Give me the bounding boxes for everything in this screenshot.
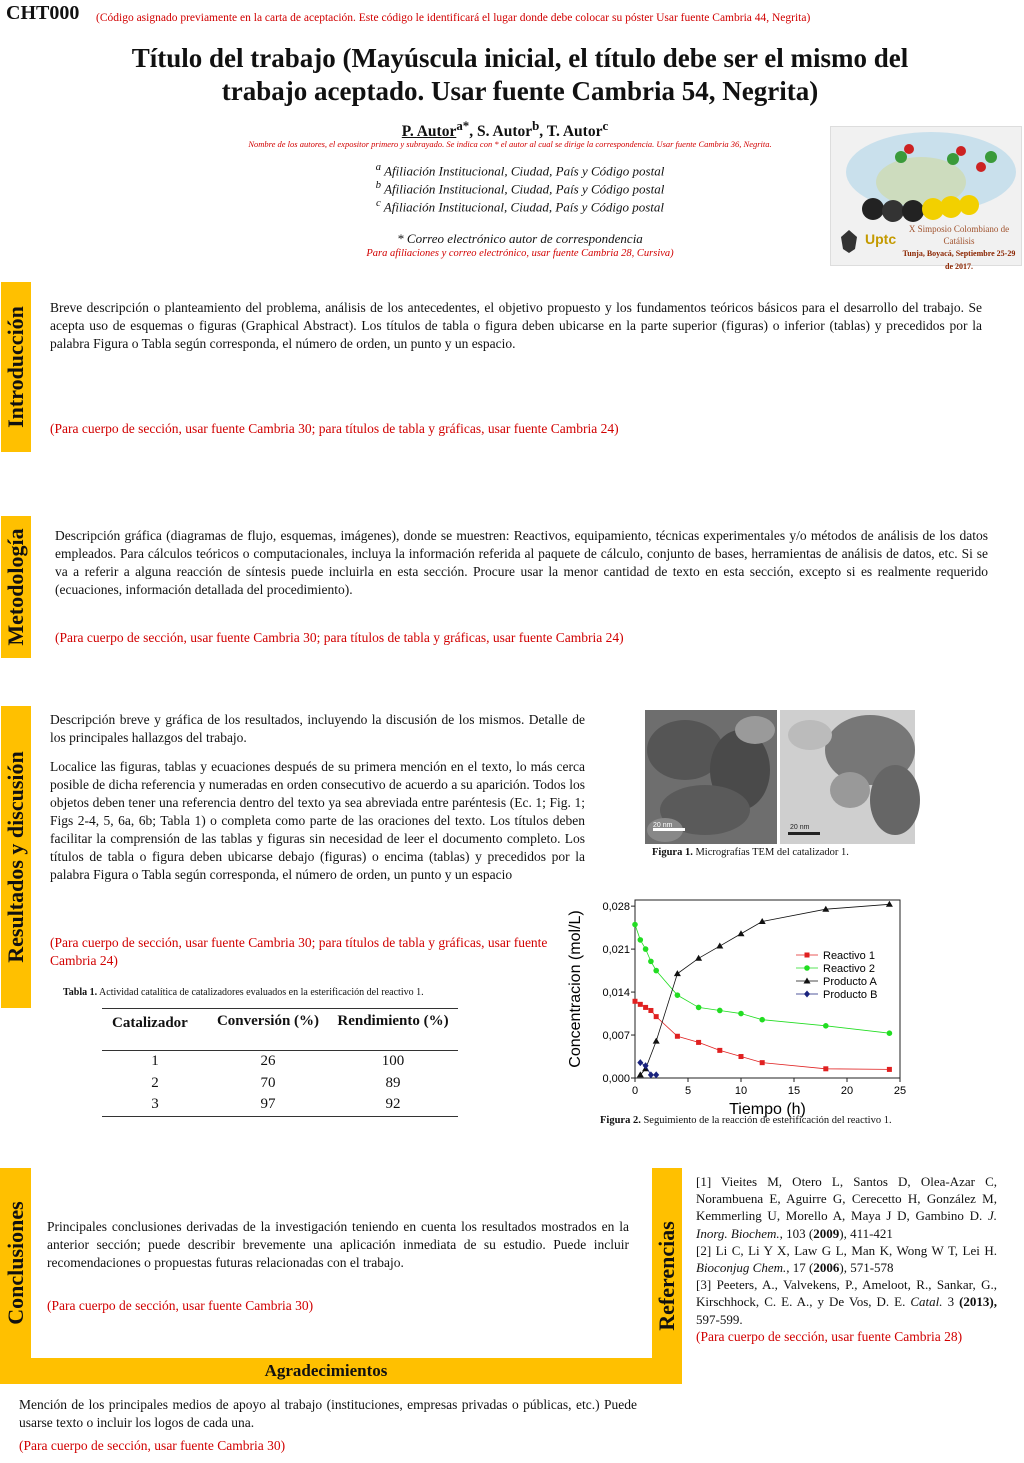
eagle-crest-icon xyxy=(835,227,863,255)
acknowledgements-heading: Agradecimientos xyxy=(0,1358,652,1384)
data-point xyxy=(887,1030,893,1036)
data-point xyxy=(886,901,893,907)
methods-note: (Para cuerpo de sección, usar fuente Cambria 30; para títulos de tabla y gráficas, usar fuente Cambria 24) xyxy=(55,630,624,645)
data-point xyxy=(653,968,659,974)
data-point xyxy=(759,1017,765,1023)
author-3: , T. Autor xyxy=(539,123,603,141)
author-2: , S. Autor xyxy=(469,123,533,141)
data-point xyxy=(675,1034,680,1039)
uptc-logo: Uptc xyxy=(865,231,897,247)
poster-code: CHT000 xyxy=(6,2,80,24)
conclusions-note: (Para cuerpo de sección, usar fuente Cambria 30) xyxy=(47,1298,314,1313)
scale-bar-2: 20 nm xyxy=(790,824,810,831)
data-point xyxy=(675,992,681,998)
references-note: (Para cuerpo de sección, usar fuente Cambria 28) xyxy=(696,1328,963,1344)
table-header-row xyxy=(102,1009,458,1033)
y-tick-label: 0,014 xyxy=(602,987,630,1000)
data-point xyxy=(717,1048,722,1053)
presenting-author: P. Autor xyxy=(401,123,457,141)
intro-bar xyxy=(1,282,31,452)
data-point xyxy=(637,1059,643,1066)
th-rendimiento: Rendimiento (%) xyxy=(337,1013,449,1029)
y-axis-label: Concentracion (mol/L) xyxy=(567,910,584,1068)
data-point xyxy=(738,1011,744,1017)
methods-heading: Metodología xyxy=(3,528,28,646)
data-point xyxy=(648,1071,654,1078)
data-point xyxy=(633,999,638,1004)
data-point xyxy=(887,1067,892,1072)
conclusions-heading: Conclusiones xyxy=(2,1201,28,1325)
y-tick-label: 0,007 xyxy=(602,1030,630,1043)
references-bar xyxy=(652,1168,682,1384)
symposium-date: Tunja, Boyacá, Septiembre 25-29 de 2017. xyxy=(902,249,1016,271)
intro-note: (Para cuerpo de sección, usar fuente Cambria 30; para títulos de tabla y gráficas, usar fuente Cambria 24) xyxy=(50,421,619,436)
figure-2-caption: Figura 2. Seguimiento de la reacción de esterificación del reactivo 1. xyxy=(600,1115,892,1126)
data-point xyxy=(632,922,638,928)
correspondence-email: * Correo electrónico autor de correspondencia xyxy=(397,231,643,246)
author-note: Nombre de los autores, el expositor primero y subrayado. Se indica con * el autor al cual se dirige la correspondencia. Usar fuente Cambria 36, Negrita. xyxy=(248,139,772,149)
table-row: 2 70 89 xyxy=(151,1074,401,1091)
results-heading: Resultados y discusión xyxy=(3,751,28,963)
data-point xyxy=(653,1038,660,1044)
x-axis-label: Tiempo (h) xyxy=(729,1101,806,1118)
x-tick-label: 15 xyxy=(787,1085,801,1097)
figure-1-caption: Figura 1. Micrografías TEM del catalizador 1. xyxy=(652,847,849,858)
data-point xyxy=(648,959,654,965)
acknowledgements-note: (Para cuerpo de sección, usar fuente Cambria 30) xyxy=(19,1438,286,1453)
poster-code-note: (Código asignado previamente en la carta de aceptación. Este código le identificará el lugar donde debe colocar su póster Usar fuente Cambria 44, Negrita) xyxy=(96,12,811,24)
results-p1: Descripción breve y gráfica de los resultados, incluyendo la discusión de los mismos. Detalle de los principales hallazgos del trabajo. xyxy=(50,712,585,745)
references-list xyxy=(696,1173,997,1345)
legend-label: Producto B xyxy=(823,989,878,1001)
intro-heading: Introducción xyxy=(3,306,28,428)
catalysts-table xyxy=(102,1008,458,1117)
data-point xyxy=(804,965,810,971)
x-tick-label: 10 xyxy=(734,1085,748,1097)
data-point xyxy=(760,1060,765,1065)
methods-body: Descripción gráfica (diagramas de flujo, esquemas, imágenes), donde se muestren: Reactivos, equipamiento, técnicas experimentales y/o métodos de análisis de los datos empleados. Para cálculos teóricos o computacionales, incluya la información referida al paquete de cálculo, conjunto de bases, herramientas de análisis de datos, etc. Si se va a referir a alguna reacción de síntesis puede incluirla en esta sección. Procure usar la menor cantidad de texto en esta sección, excepto si es realmente requerido (ecuaciones, información detallada del procedimiento). xyxy=(55,528,988,597)
conclusions-bar xyxy=(0,1168,31,1358)
data-point xyxy=(643,946,649,952)
results-bar xyxy=(1,706,31,1008)
molecule-graphic xyxy=(831,127,1023,227)
data-point xyxy=(738,930,745,936)
tem-micrograph-2 xyxy=(780,710,915,844)
x-tick-label: 20 xyxy=(840,1085,854,1097)
poster-title: Título del trabajo (Mayúscula inicial, el título debe ser el mismo del trabajo aceptado. Usar fuente Cambria 54, Negrita) xyxy=(131,43,909,106)
methods-bar xyxy=(1,516,31,658)
series-line xyxy=(635,1001,889,1069)
reference-2: [2] Li C, Li Y X, Law G L, Man K, Wong W T, Lei H. Bioconjug Chem., 17 (2006), 571-578 xyxy=(696,1242,997,1276)
scale-bar-1: 20 nm xyxy=(653,822,673,829)
data-point xyxy=(643,1005,648,1010)
authors xyxy=(180,118,830,141)
symposium-logo xyxy=(830,126,1022,271)
data-point xyxy=(739,1054,744,1059)
author-sup: a* xyxy=(456,118,470,133)
legend-label: Reactivo 2 xyxy=(823,963,875,975)
affiliation-c: $^c$ Afiliación Institucional, Ciudad, País y Código postal xyxy=(375,197,665,215)
data-point xyxy=(674,970,681,976)
results-p2: Localice las figuras, tablas y ecuaciones después de su primera mención en el texto, lo más cerca posible de dicha referencia y numeradas en orden consecutivo de acuerdo a su aparición. Todos los objetos deben tener una referencia dentro del texto ya sea abreviada entre paréntesis (Ec. 1; Fig. 1; Figs 2-4, 5, 6a, 6b; Tabla 1) o completa como parte de las oraciones del texto. Los títulos deben facilitar la comprensión de las tablas y figuras sin necesidad de leer el documento completo. Los títulos de tabla o figura deben ubicarse debajo (figuras) o encima (tablas) y precedidos por la palabra Figura o Tabla según corresponda, el número de orden, un punto y un espacio xyxy=(50,759,585,882)
x-tick-label: 25 xyxy=(893,1085,907,1097)
data-point xyxy=(696,1005,702,1011)
table-row: 3 97 92 xyxy=(102,1094,458,1116)
th-conversion: Conversión (%) xyxy=(216,1013,320,1029)
references-heading: Referencias xyxy=(654,1221,679,1331)
legend-label: Reactivo 1 xyxy=(823,950,875,962)
x-tick-label: 5 xyxy=(684,1085,692,1097)
th-catalizador: Catalizador xyxy=(112,1015,188,1031)
results-note: (Para cuerpo de sección, usar fuente Cambria 30; para títulos de tabla y gráficas, usar fuente Cambria 24) xyxy=(50,935,548,968)
email-note: Para afiliaciones y correo electrónico, usar fuente Cambria 28, Cursiva) xyxy=(366,248,674,259)
data-point xyxy=(805,953,810,958)
table-caption: Tabla 1. Actividad catalítica de catalizadores evaluados en la esterificación del reactivo 1. xyxy=(63,987,424,998)
author-sup: b xyxy=(532,118,540,133)
reference-1: [1] Vieites M, Otero L, Santos D, Olea-Azar C, Norambuena E, Aguirre G, Cerecetto H, González M, Kemmerling U, Morello A, Maya J D, Gambino D. J. Inorg. Biochem., 103 (2009), 411-421 xyxy=(696,1174,997,1241)
concentration-chart xyxy=(567,890,920,1120)
data-point xyxy=(823,1023,829,1029)
symposium-name: X Simposio Colombiano de Catálisis Tunja, Boyacá, Septiembre 25-29 de 2017. xyxy=(902,224,1016,271)
data-point xyxy=(638,1002,643,1007)
x-tick-label: 0 xyxy=(631,1085,639,1097)
data-point xyxy=(648,1008,653,1013)
affiliation-a: $^a$ Afiliación Institucional, Ciudad, País y Código postal xyxy=(375,161,665,179)
y-tick-label: 0,021 xyxy=(602,944,630,957)
reference-3: [3] Peeters, A., Valvekens, P., Ameloot, R., Sankar, G., Kirschhock, C. E. A., y De Vos, D. E. Catal. 3 (2013), 597-599. xyxy=(696,1277,997,1327)
y-tick-label: 0,028 xyxy=(602,901,630,914)
acknowledgements-body: Mención de los principales medios de apoyo al trabajo (instituciones, empresas privadas o públicas, etc.) Puede usarse texto o incluir los logos de cada una. xyxy=(19,1397,637,1430)
author-sup: c xyxy=(602,118,609,133)
data-point xyxy=(696,1040,701,1045)
tem-micrograph-1 xyxy=(645,710,777,844)
intro-body: Breve descripción o planteamiento del problema, análisis de los antecedentes, el objetivo propuesto y los fundamentos teóricos básicos para el desarrollo del trabajo. Se acepta uso de esquemas o figuras (Graphical Abstract). Los títulos de tabla o figura deben ubicarse en la parte superior (figuras) o inferior (tablas) y precedidos por la palabra Figura o Tabla según corresponda, el número de orden, un punto y un espacio. xyxy=(50,300,982,351)
series-reactivo-1 xyxy=(633,999,892,1072)
data-point xyxy=(695,955,702,961)
table-row: 1 26 100 xyxy=(151,1052,405,1069)
legend-label: Producto A xyxy=(823,976,877,988)
data-point xyxy=(638,937,644,943)
data-point xyxy=(654,1014,659,1019)
series-line xyxy=(640,1063,656,1075)
affiliation-b: $^b$ Afiliación Institucional, Ciudad, País y Código postal xyxy=(375,179,665,197)
data-point xyxy=(717,1008,723,1014)
y-tick-label: 0,000 xyxy=(602,1073,630,1085)
data-point xyxy=(823,1066,828,1071)
data-point xyxy=(653,1071,659,1078)
conclusions-body: Principales conclusiones derivadas de la investigación teniendo en cuenta los resultados mostrados en la anterior sección; puede describir brevemente una aplicación inmediata de su estudio. Puede incluir recomendaciones o propuestas futuras relacionadas con el trabajo. xyxy=(47,1219,629,1270)
data-point xyxy=(716,943,723,949)
